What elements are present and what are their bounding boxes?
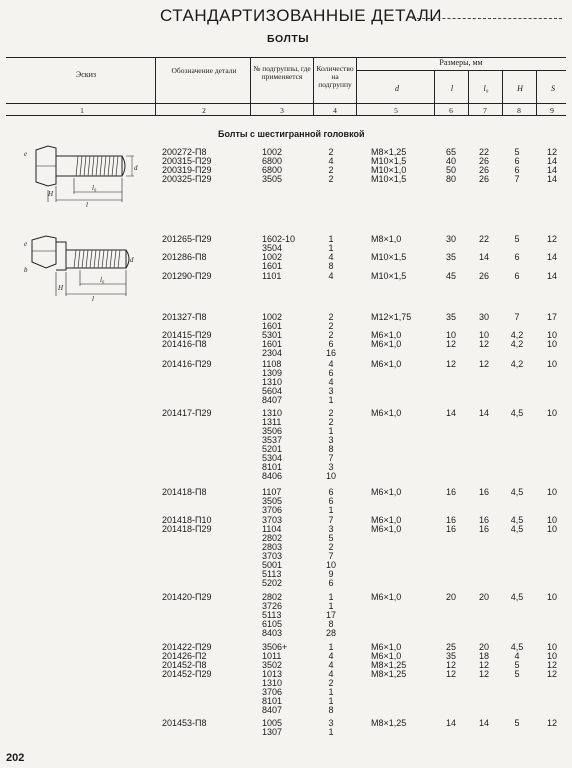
size-s-cell: 17 <box>546 312 557 322</box>
length-l-cell: 65 <box>445 147 456 157</box>
length-l-cell: 16 <box>445 524 456 534</box>
designation-cell: 201286-П8 <box>162 252 207 262</box>
subgroup-cell: 5604 <box>262 386 283 396</box>
length-l-cell: 12 <box>445 669 456 679</box>
quantity-cell: 4 <box>328 651 334 661</box>
subgroup-cell: 1108 <box>262 359 282 369</box>
head-h-cell: 6 <box>514 271 520 281</box>
sketch-label-e: e <box>24 240 28 248</box>
length-l0-cell: 12 <box>478 660 489 670</box>
subgroup-cell: 8407 <box>262 395 283 405</box>
quantity-cell: 17 <box>325 610 336 620</box>
quantity-cell: 10 <box>325 560 336 570</box>
designation-cell: 201290-П29 <box>162 271 212 281</box>
thread-d-cell: M6×1,0 <box>371 592 402 602</box>
quantity-cell: 2 <box>328 678 334 688</box>
designation-cell: 201422-П29 <box>162 642 212 652</box>
size-s-cell: 14 <box>546 165 557 175</box>
quantity-cell: 7 <box>328 453 334 463</box>
sketch-label-l0: l₀ <box>100 276 105 284</box>
column-number: 2 <box>202 106 206 115</box>
thread-d-cell: M10×1,5 <box>371 271 407 281</box>
quantity-cell: 10 <box>325 471 336 481</box>
length-l0-cell: 16 <box>478 524 489 534</box>
subgroup-cell: 1310 <box>262 377 283 387</box>
head-h-cell: 5 <box>514 147 520 157</box>
header-d: d <box>395 84 399 93</box>
subgroup-cell: 6105 <box>262 619 283 629</box>
length-l0-cell: 12 <box>478 669 489 679</box>
quantity-cell: 1 <box>328 505 334 515</box>
length-l0-cell: 10 <box>478 330 489 340</box>
thread-d-cell: M8×1,25 <box>371 147 407 157</box>
head-h-cell: 7 <box>514 174 520 184</box>
designation-cell: 201452-П29 <box>162 669 212 679</box>
designation-cell: 201415-П29 <box>162 330 212 340</box>
designation-cell: 200272-П8 <box>162 147 207 157</box>
size-s-cell: 14 <box>546 271 557 281</box>
col-divider <box>468 70 469 115</box>
col-divider <box>313 57 314 115</box>
col-divider <box>502 70 503 115</box>
head-h-cell: 4,5 <box>510 487 524 497</box>
size-s-cell: 12 <box>546 147 557 157</box>
col-divider <box>536 70 537 115</box>
thread-d-cell: M8×1,25 <box>371 669 407 679</box>
designation-cell: 201453-П8 <box>162 718 207 728</box>
subgroup-cell: 1101 <box>262 271 282 281</box>
head-h-cell: 4,2 <box>510 339 524 349</box>
sketch-label-l: l <box>92 295 94 302</box>
bolt-sketch-2 <box>22 232 140 302</box>
subgroup-cell: 5113 <box>262 610 282 620</box>
subgroup-cell: 1104 <box>262 524 282 534</box>
subgroup-cell: 1309 <box>262 368 283 378</box>
sketch-label-d: d <box>130 256 134 264</box>
sizes-rule <box>356 70 566 71</box>
length-l-cell: 10 <box>445 330 456 340</box>
subgroup-cell: 5113 <box>262 569 282 579</box>
subgroup-cell: 1311 <box>262 417 282 427</box>
quantity-cell: 6 <box>328 339 334 349</box>
column-number: 7 <box>483 106 487 115</box>
size-s-cell: 10 <box>546 515 557 525</box>
thread-d-cell: M6×1,0 <box>371 330 402 340</box>
quantity-cell: 3 <box>328 524 334 534</box>
quantity-cell: 1 <box>328 395 334 405</box>
designation-cell: 201416-П8 <box>162 339 207 349</box>
length-l-cell: 50 <box>445 165 456 175</box>
quantity-cell: 6 <box>328 487 334 497</box>
size-s-cell: 10 <box>546 592 557 602</box>
subgroup-cell: 2803 <box>262 542 283 552</box>
subgroup-cell: 8406 <box>262 471 283 481</box>
quantity-cell: 8 <box>328 444 334 454</box>
quantity-cell: 5 <box>328 533 334 543</box>
length-l0-cell: 14 <box>478 408 489 418</box>
quantity-cell: 8 <box>328 705 334 715</box>
size-s-cell: 10 <box>546 408 557 418</box>
thread-d-cell: M10×1,5 <box>371 252 407 262</box>
subgroup-cell: 1307 <box>262 727 283 737</box>
quantity-cell: 8 <box>328 261 334 271</box>
head-h-cell: 5 <box>514 718 520 728</box>
length-l0-cell: 16 <box>478 515 489 525</box>
quantity-cell: 3 <box>328 435 334 445</box>
length-l0-cell: 26 <box>478 165 489 175</box>
length-l-cell: 14 <box>445 718 456 728</box>
designation-cell: 201418-П10 <box>162 515 212 525</box>
quantity-cell: 4 <box>328 660 334 670</box>
subgroup-cell: 1011 <box>262 651 282 661</box>
head-h-cell: 5 <box>514 660 520 670</box>
subgroup-cell: 1601 <box>262 339 283 349</box>
head-h-cell: 5 <box>514 669 520 679</box>
designation-cell: 200315-П29 <box>162 156 212 166</box>
head-h-cell: 4 <box>514 651 520 661</box>
quantity-cell: 4 <box>328 156 334 166</box>
section-heading: Болты с шестигранной головкой <box>218 129 365 139</box>
thread-d-cell: M6×1,0 <box>371 515 402 525</box>
size-s-cell: 10 <box>546 524 557 534</box>
length-l-cell: 12 <box>445 339 456 349</box>
thread-d-cell: M6×1,0 <box>371 359 402 369</box>
length-l0-cell: 14 <box>478 718 489 728</box>
length-l-cell: 30 <box>445 234 456 244</box>
length-l-cell: 20 <box>445 592 456 602</box>
col-divider <box>155 57 156 115</box>
subgroup-cell: 6800 <box>262 156 283 166</box>
length-l0-cell: 16 <box>478 487 489 497</box>
quantity-cell: 1 <box>328 234 334 244</box>
page-subtitle: БОЛТЫ <box>267 33 310 45</box>
head-h-cell: 4,2 <box>510 330 524 340</box>
quantity-cell: 2 <box>328 321 334 331</box>
subgroup-cell: 3726 <box>262 601 283 611</box>
designation-cell: 201265-П29 <box>162 234 212 244</box>
quantity-cell: 4 <box>328 252 334 262</box>
quantity-cell: 1 <box>328 592 334 602</box>
sketch-label-b: b <box>24 266 28 274</box>
col-divider <box>434 70 435 115</box>
quantity-cell: 16 <box>325 348 336 358</box>
column-number: 6 <box>449 106 453 115</box>
quantity-cell: 7 <box>328 551 334 561</box>
head-h-cell: 4,5 <box>510 515 524 525</box>
size-s-cell: 10 <box>546 651 557 661</box>
length-l0-cell: 20 <box>478 642 489 652</box>
subgroup-cell: 5202 <box>262 578 283 588</box>
quantity-cell: 4 <box>328 669 334 679</box>
subgroup-cell: 1602-10 <box>262 234 296 244</box>
designation-cell: 200325-П29 <box>162 174 212 184</box>
subgroup-cell: 5304 <box>262 453 283 463</box>
length-l-cell: 25 <box>445 642 456 652</box>
sketch-label-l: l <box>86 201 88 208</box>
designation-cell: 201418-П8 <box>162 487 207 497</box>
subgroup-cell: 3703 <box>262 515 283 525</box>
head-h-cell: 6 <box>514 156 520 166</box>
sketch-label-l0: l₀ <box>92 184 97 192</box>
designation-cell: 201327-П8 <box>162 312 207 322</box>
thread-d-cell: M6×1,0 <box>371 487 402 497</box>
quantity-cell: 6 <box>328 496 334 506</box>
length-l0-cell: 20 <box>478 592 489 602</box>
thread-d-cell: M10×1,5 <box>371 156 407 166</box>
size-s-cell: 12 <box>546 234 557 244</box>
quantity-cell: 1 <box>328 696 334 706</box>
thread-d-cell: M6×1,0 <box>371 524 402 534</box>
subgroup-cell: 5001 <box>262 560 283 570</box>
head-h-cell: 5 <box>514 234 520 244</box>
thread-d-cell: M10×1,5 <box>371 174 407 184</box>
bolt-sketch-1 <box>22 140 140 208</box>
head-h-cell: 4,5 <box>510 408 524 418</box>
quantity-cell: 2 <box>328 417 334 427</box>
size-s-cell: 10 <box>546 642 557 652</box>
subgroup-cell: 1013 <box>262 669 283 679</box>
header-subgroup: № подгруппы, где применяется <box>253 64 311 81</box>
size-s-cell: 12 <box>546 669 557 679</box>
quantity-cell: 1 <box>328 687 334 697</box>
quantity-cell: 2 <box>328 174 334 184</box>
header-h: H <box>517 84 523 93</box>
length-l-cell: 12 <box>445 359 456 369</box>
length-l0-cell: 12 <box>478 339 489 349</box>
thread-d-cell: M8×1,0 <box>371 234 402 244</box>
quantity-cell: 3 <box>328 386 334 396</box>
thread-d-cell: M6×1,0 <box>371 408 402 418</box>
col-divider <box>250 57 251 115</box>
thread-d-cell: M8×1,25 <box>371 660 407 670</box>
thread-d-cell: M8×1,25 <box>371 718 407 728</box>
subgroup-cell: 1310 <box>262 678 283 688</box>
subgroup-cell: 3506 <box>262 426 283 436</box>
header-designation: Обозначение детали <box>171 66 237 75</box>
quantity-cell: 2 <box>328 165 334 175</box>
length-l-cell: 45 <box>445 271 456 281</box>
subgroup-cell: 3502 <box>262 660 283 670</box>
size-s-cell: 10 <box>546 339 557 349</box>
quantity-cell: 1 <box>328 426 334 436</box>
size-s-cell: 14 <box>546 252 557 262</box>
subgroup-cell: 3504 <box>262 243 283 253</box>
quantity-cell: 3 <box>328 462 334 472</box>
subgroup-cell: 1005 <box>262 718 283 728</box>
subgroup-cell: 8407 <box>262 705 283 715</box>
quantity-cell: 2 <box>328 312 334 322</box>
length-l0-cell: 30 <box>478 312 489 322</box>
length-l-cell: 16 <box>445 515 456 525</box>
size-s-cell: 12 <box>546 718 557 728</box>
length-l0-cell: 22 <box>478 234 489 244</box>
subgroup-cell: 3706 <box>262 687 283 697</box>
subgroup-cell: 5301 <box>262 330 283 340</box>
subgroup-cell: 2802 <box>262 592 283 602</box>
header-s: S <box>551 84 555 93</box>
subgroup-cell: 1601 <box>262 261 283 271</box>
header-bottom-rule <box>6 115 566 116</box>
page-number: 202 <box>6 752 25 764</box>
length-l0-cell: 26 <box>478 271 489 281</box>
head-h-cell: 4,5 <box>510 592 524 602</box>
length-l-cell: 35 <box>445 312 456 322</box>
quantity-cell: 7 <box>328 515 334 525</box>
size-s-cell: 10 <box>546 487 557 497</box>
subgroup-cell: 6800 <box>262 165 283 175</box>
page-title: СТАНДАРТИЗОВАННЫЕ ДЕТАЛИ <box>160 6 443 25</box>
quantity-cell: 4 <box>328 377 334 387</box>
thread-d-cell: M6×1,0 <box>371 339 402 349</box>
header-sketch: Эскиз <box>75 70 97 79</box>
designation-cell: 201416-П29 <box>162 359 212 369</box>
quantity-cell: 6 <box>328 578 334 588</box>
length-l-cell: 35 <box>445 651 456 661</box>
head-h-cell: 4,5 <box>510 524 524 534</box>
quantity-cell: 1 <box>328 727 334 737</box>
quantity-cell: 2 <box>328 542 334 552</box>
length-l-cell: 12 <box>445 660 456 670</box>
quantity-cell: 2 <box>328 330 334 340</box>
length-l0-cell: 12 <box>478 359 489 369</box>
subgroup-cell: 1002 <box>262 312 283 322</box>
thread-d-cell: M6×1,0 <box>371 651 402 661</box>
designation-cell: 201418-П29 <box>162 524 212 534</box>
subgroup-cell: 2304 <box>262 348 283 358</box>
quantity-cell: 2 <box>328 408 334 418</box>
subgroup-cell: 1002 <box>262 147 283 157</box>
head-h-cell: 6 <box>514 252 520 262</box>
length-l0-cell: 18 <box>478 651 489 661</box>
sketch-label-e: e <box>24 150 28 158</box>
header-l: l <box>450 84 454 93</box>
subgroup-cell: 3706 <box>262 505 283 515</box>
thread-d-cell: M10×1,0 <box>371 165 407 175</box>
subgroup-cell: 3537 <box>262 435 283 445</box>
subgroup-cell: 3703 <box>262 551 283 561</box>
designation-cell: 201417-П29 <box>162 408 212 418</box>
column-number: 4 <box>333 106 337 115</box>
table-header <box>6 57 566 127</box>
head-h-cell: 6 <box>514 165 520 175</box>
subgroup-cell: 3505 <box>262 174 283 184</box>
quantity-cell: 9 <box>328 569 334 579</box>
subgroup-cell: 2802 <box>262 533 283 543</box>
designation-cell: 201452-П8 <box>162 660 207 670</box>
subgroup-cell: 1107 <box>262 487 282 497</box>
length-l-cell: 16 <box>445 487 456 497</box>
subgroup-cell: 3505 <box>262 496 283 506</box>
quantity-cell: 4 <box>328 359 334 369</box>
head-h-cell: 4,5 <box>510 642 524 652</box>
quantity-cell: 2 <box>328 147 334 157</box>
quantity-cell: 3 <box>328 718 334 728</box>
column-number: 8 <box>517 106 521 115</box>
header-sizes: Размеры, мм <box>439 58 483 67</box>
length-l0-cell: 22 <box>478 147 489 157</box>
quantity-cell: 8 <box>328 619 334 629</box>
quantity-cell: 1 <box>328 601 334 611</box>
length-l-cell: 35 <box>445 252 456 262</box>
size-s-cell: 14 <box>546 156 557 166</box>
column-number: 9 <box>550 106 554 115</box>
column-number: 5 <box>394 106 398 115</box>
size-s-cell: 10 <box>546 359 557 369</box>
col-divider <box>356 57 357 115</box>
thread-d-cell: M12×1,75 <box>371 312 412 322</box>
length-l0-cell: 26 <box>478 156 489 166</box>
subgroup-cell: 1601 <box>262 321 283 331</box>
quantity-cell: 28 <box>325 628 336 638</box>
quantity-cell: 4 <box>328 271 334 281</box>
header-l0: l₀ <box>483 84 489 93</box>
quantity-cell: 1 <box>328 642 334 652</box>
head-h-cell: 7 <box>514 312 520 322</box>
subgroup-cell: 8101 <box>262 696 283 706</box>
sketch-label-h: H <box>58 284 64 292</box>
quantity-cell: 1 <box>328 243 334 253</box>
header-mid-rule <box>6 103 566 104</box>
subgroup-cell: 8403 <box>262 628 283 638</box>
length-l0-cell: 26 <box>478 174 489 184</box>
title-divider <box>412 18 562 19</box>
size-s-cell: 14 <box>546 174 557 184</box>
length-l-cell: 40 <box>445 156 456 166</box>
length-l-cell: 14 <box>445 408 456 418</box>
designation-cell: 201420-П29 <box>162 592 212 602</box>
subgroup-cell: 1002 <box>262 252 283 262</box>
sketch-label-d: d <box>134 164 138 172</box>
quantity-cell: 6 <box>328 368 334 378</box>
length-l-cell: 80 <box>445 174 456 184</box>
header-quantity: Количество на подгруппу <box>316 64 354 89</box>
thread-d-cell: M6×1,0 <box>371 642 402 652</box>
size-s-cell: 10 <box>546 330 557 340</box>
length-l0-cell: 14 <box>478 252 489 262</box>
subgroup-cell: 5201 <box>262 444 283 454</box>
column-number: 3 <box>280 106 284 115</box>
column-number: 1 <box>80 106 84 115</box>
designation-cell: 200319-П29 <box>162 165 212 175</box>
designation-cell: 201426-П2 <box>162 651 207 661</box>
size-s-cell: 12 <box>546 660 557 670</box>
subgroup-cell: 1310 <box>262 408 283 418</box>
subgroup-cell: 8101 <box>262 462 283 472</box>
head-h-cell: 4,2 <box>510 359 524 369</box>
subgroup-cell: 3506+ <box>262 642 288 652</box>
sketch-label-h: H <box>48 190 54 198</box>
